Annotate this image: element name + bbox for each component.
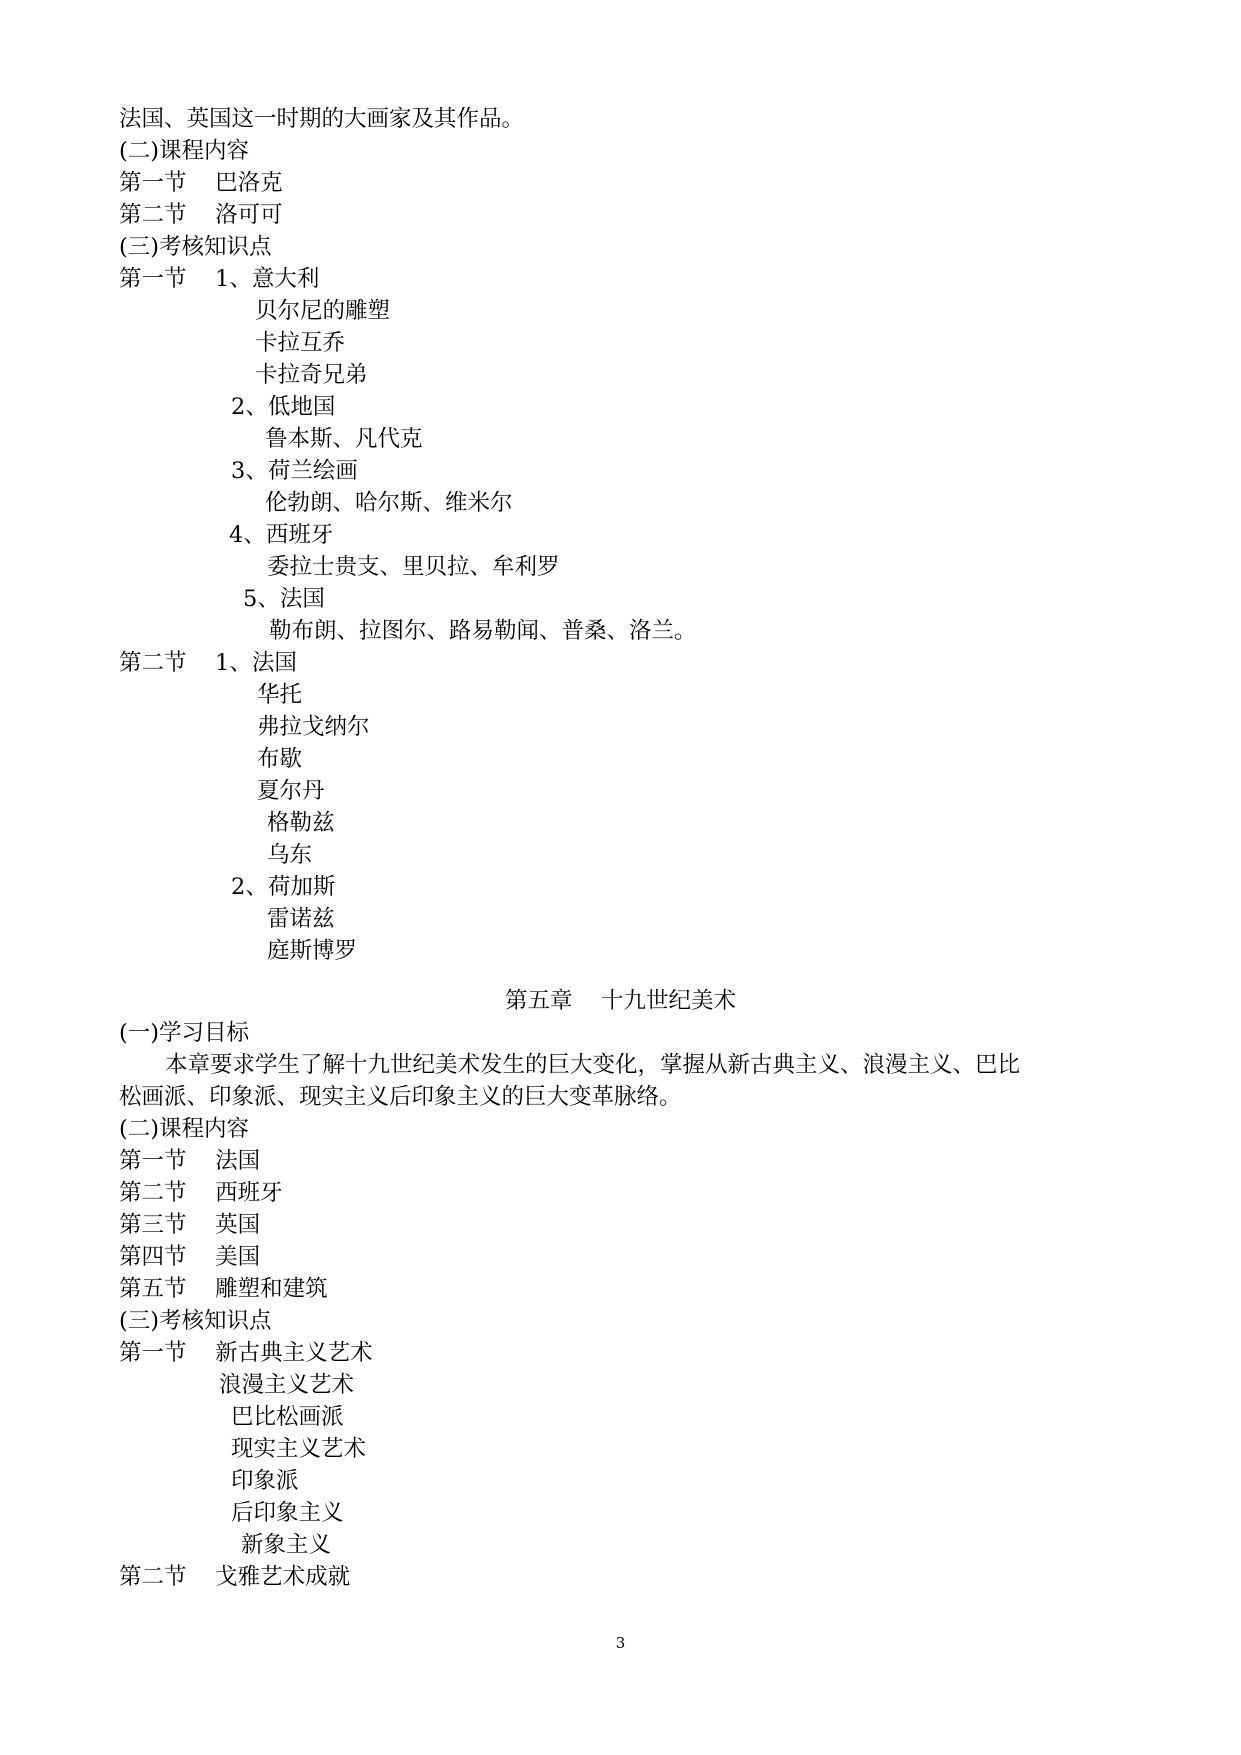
chapter-title: 第五章 十九世纪美术 <box>504 988 737 1014</box>
text-line: 第二节 戈雅艺术成就 <box>119 1564 351 1590</box>
section-heading: (二)课程内容 <box>119 138 250 164</box>
section-heading: (二)课程内容 <box>119 1116 250 1142</box>
text-line: 法国、英国这一时期的大画家及其作品。 <box>119 106 525 132</box>
text-line: 5、法国 <box>243 586 325 612</box>
paragraph-line: 本章要求学生了解十九世纪美术发生的巨大变化，掌握从新古典主义、浪漫主义、巴比 <box>165 1052 1021 1078</box>
text-line: 现实主义艺术 <box>231 1436 367 1462</box>
text-line: 勒布朗、拉图尔、路易勒闻、普桑、洛兰。 <box>269 618 697 644</box>
text-line: 华托 <box>257 682 303 708</box>
text-line: 第二节 西班牙 <box>119 1180 283 1206</box>
text-line: 第一节 1、意大利 <box>119 266 320 292</box>
text-line: 3、荷兰绘画 <box>231 458 358 484</box>
text-line: 印象派 <box>231 1468 299 1494</box>
paragraph-line: 松画派、印象派、现实主义后印象主义的巨大变革脉络。 <box>119 1084 682 1110</box>
text-line: 贝尔尼的雕塑 <box>255 298 391 324</box>
section-heading: (三)考核知识点 <box>119 1308 272 1334</box>
text-line: 伦勃朗、哈尔斯、维米尔 <box>265 490 513 516</box>
text-line: 雷诺兹 <box>267 906 335 932</box>
text-line: 2、荷加斯 <box>231 874 336 900</box>
text-line: 第五节 雕塑和建筑 <box>119 1276 328 1302</box>
text-line: 第二节 洛可可 <box>119 202 283 228</box>
page-number: 3 <box>615 1634 626 1652</box>
text-line: 格勒兹 <box>267 810 335 836</box>
text-line: 庭斯博罗 <box>267 938 358 964</box>
text-line: 巴比松画派 <box>231 1404 344 1430</box>
text-line: 新象主义 <box>241 1532 332 1558</box>
text-line: 浪漫主义艺术 <box>219 1372 355 1398</box>
text-line: 布歇 <box>257 746 303 772</box>
text-line: 第三节 英国 <box>119 1212 261 1238</box>
text-line: 夏尔丹 <box>257 778 325 804</box>
text-line: 第二节 1、法国 <box>119 650 297 676</box>
text-line: 2、低地国 <box>231 394 336 420</box>
text-line: 后印象主义 <box>231 1500 344 1526</box>
text-line: 第四节 美国 <box>119 1244 261 1270</box>
text-line: 第一节 法国 <box>119 1148 261 1174</box>
text-line: 委拉士贵支、里贝拉、牟利罗 <box>267 554 560 580</box>
text-line: 乌东 <box>267 842 313 868</box>
text-line: 弗拉戈纳尔 <box>257 714 370 740</box>
text-line: 鲁本斯、凡代克 <box>265 426 423 452</box>
text-line: 第一节 巴洛克 <box>119 170 283 196</box>
text-line: 卡拉奇兄弟 <box>255 362 368 388</box>
section-heading: (一)学习目标 <box>119 1020 250 1046</box>
text-line: 第一节 新古典主义艺术 <box>119 1340 373 1366</box>
section-heading: (三)考核知识点 <box>119 234 272 260</box>
text-line: 4、西班牙 <box>229 522 334 548</box>
text-line: 卡拉互乔 <box>255 330 346 356</box>
